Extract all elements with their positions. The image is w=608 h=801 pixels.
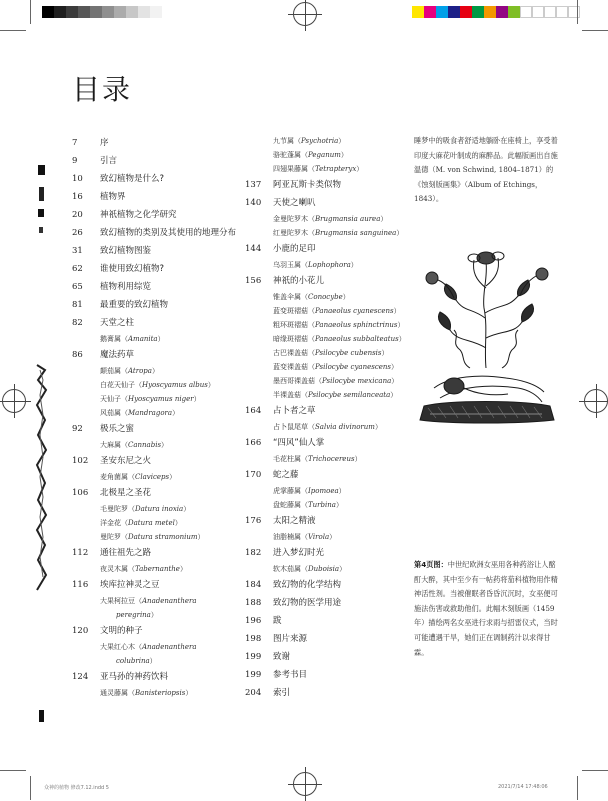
subentry-chinese-name: 锥盖伞属	[273, 293, 301, 301]
color-calibration-bar	[412, 6, 580, 18]
registration-mark-bottom	[293, 772, 317, 796]
trim-mark	[30, 0, 31, 24]
toc-entry	[72, 188, 257, 206]
subentry-chinese-name: 暗缘斑褶菇	[273, 335, 308, 343]
toc-entry	[245, 466, 405, 512]
subentry-chinese-name: 软木茄属	[273, 565, 301, 573]
toc-heading: 索引	[273, 688, 291, 698]
toc-page-number: 120	[72, 626, 89, 636]
toc-subentry-continued: peregrina）	[116, 611, 158, 619]
subentry-chinese-name: 金曼陀罗木	[273, 215, 308, 223]
toc-heading: 植物界	[100, 192, 126, 202]
toc-page-number: 102	[72, 456, 89, 466]
toc-heading: 图片来源	[273, 634, 308, 644]
toc-entry	[72, 452, 257, 484]
toc-heading: 天堂之柱	[100, 318, 135, 328]
caption-top: 睡梦中的吸食者舒适地躺卧在座椅上，享受着印度大麻花叶制成的麻醉品。此幅版画出自施温德（M. von Schwind, 1804–1871）的《蚀刻版画集》（Album of Etchings，1843）。	[414, 136, 558, 204]
subentry-latin-name: Tetrapteryx	[315, 165, 357, 173]
toc-entry	[72, 668, 257, 700]
subentry-chinese-name: 骆驼蓬属	[273, 151, 301, 159]
toc-entry	[245, 272, 405, 402]
subentry-latin-name: Psilocybe cubensis	[315, 349, 382, 357]
subentry-chinese-name: 乌羽玉属	[273, 261, 301, 269]
toc-entry	[72, 314, 257, 346]
toc-page-number: 106	[72, 488, 89, 498]
toc-subentry: 毛曼陀罗（Datura inoxia）	[100, 505, 191, 513]
subentry-chinese-name: 古巴裸盖菇	[273, 349, 308, 357]
toc-page-number: 16	[72, 192, 83, 202]
toc-entry	[245, 240, 405, 272]
toc-entry	[72, 134, 257, 152]
toc-heading: 阿亚瓦斯卡类似物	[273, 180, 342, 190]
toc-page-number: 20	[72, 210, 83, 220]
subentry-latin-name: Trichocereus	[308, 455, 355, 463]
toc-heading: 进入梦幻时光	[273, 548, 325, 558]
toc-page-number: 164	[245, 406, 262, 416]
toc-subentry: 油脂楠属（Virola）	[273, 533, 337, 541]
toc-heading: 北极星之圣花	[100, 488, 152, 498]
toc-entry	[72, 544, 257, 576]
grayscale-calibration-bar	[42, 6, 162, 18]
toc-subentry: 颠茄属（Atropa）	[100, 367, 159, 375]
page-title: 目录	[72, 73, 133, 106]
toc-entry	[245, 648, 405, 666]
toc-entry	[245, 176, 405, 194]
toc-entry	[245, 630, 405, 648]
toc-heading: 致幻植物是什么?	[100, 174, 165, 184]
subentry-chinese-name: 占卜鼠尾草	[273, 423, 308, 431]
toc-subentry: 大麻属（Cannabis）	[100, 441, 169, 449]
subentry-chinese-name: 通灵藤属	[100, 689, 128, 697]
toc-entry	[72, 170, 257, 188]
toc-heading: 天使之喇叭	[273, 198, 316, 208]
trim-mark	[582, 30, 608, 31]
toc-heading: “四风”仙人掌	[273, 438, 325, 448]
caption-bottom-label: 第4页图：	[414, 560, 448, 569]
toc-page-number: 86	[72, 350, 83, 360]
toc-subentry: 风茄属（Mandragora）	[100, 409, 180, 417]
toc-heading: 亚马孙的神药饮料	[100, 672, 169, 682]
subentry-latin-name: Anadenanthera	[142, 643, 197, 651]
subentry-chinese-name: 虎掌藤属	[273, 487, 301, 495]
subentry-latin-name: Datura inoxia	[135, 505, 184, 513]
toc-page-number: 199	[245, 652, 262, 662]
toc-subentry: 占卜鼠尾草（Salvia divinorum）	[273, 423, 382, 431]
subentry-latin-name: Datura stramonium	[128, 533, 198, 541]
subentry-latin-name: Ipomoea	[308, 487, 339, 495]
toc-page-number: 92	[72, 424, 83, 434]
subentry-latin-name: Cannabis	[128, 441, 162, 449]
toc-entry	[72, 346, 257, 420]
toc-subentry: 蓝变裸盖菇（Psilocybe cyanescens）	[273, 363, 398, 371]
toc-page-number: 170	[245, 470, 262, 480]
toc-page-number: 112	[72, 548, 89, 558]
subentry-latin-name: Amanita	[128, 335, 158, 343]
toc-page-number: 82	[72, 318, 83, 328]
trim-mark	[577, 776, 578, 800]
subentry-latin-name: Hyoscyamus albus	[142, 381, 208, 389]
subentry-latin-name: Psilocybe semilanceata	[308, 391, 391, 399]
subentry-chinese-name: 白花天仙子	[100, 381, 135, 389]
trim-mark	[582, 770, 608, 771]
trim-mark	[30, 776, 31, 800]
subentry-latin-name: Turbina	[308, 501, 336, 509]
toc-page-number: 188	[245, 598, 262, 608]
toc-heading: 神祇植物之化学研究	[100, 210, 177, 220]
toc-page-number: 31	[72, 246, 83, 256]
subentry-chinese-name: 颠茄属	[100, 367, 121, 375]
subentry-latin-name: Psilocybe cyanescens	[315, 363, 391, 371]
toc-page-number: 7	[72, 138, 78, 148]
toc-column-1	[72, 134, 257, 700]
toc-subentry: 虎掌藤属（Ipomoea）	[273, 487, 346, 495]
toc-entry	[72, 296, 257, 314]
toc-page-number: 196	[245, 616, 262, 626]
registration-mark-right	[584, 389, 608, 413]
toc-entry	[245, 194, 405, 240]
subentry-chinese-name: 四翅果藤属	[273, 165, 308, 173]
subentry-chinese-name: 夜灵木属	[100, 565, 128, 573]
toc-subentry-continued: colubrina）	[116, 657, 157, 665]
toc-subentry: 锥盖伞属（Conocybe）	[273, 293, 350, 301]
subentry-latin-name: Salvia divinorum	[315, 423, 375, 431]
toc-heading: 占卜者之草	[273, 406, 316, 416]
toc-heading: 谁使用致幻植物?	[100, 264, 165, 274]
toc-entry	[72, 278, 257, 296]
subentry-chinese-name: 毛曼陀罗	[100, 505, 128, 513]
toc-subentry: 夜灵木属（Tabernanthe）	[100, 565, 187, 573]
toc-subentry: 暗缘斑褶菇（Panaeolus subbalteatus）	[273, 335, 406, 343]
toc-subentry: 乌羽玉属（Lophophora）	[273, 261, 358, 269]
toc-entry	[72, 152, 257, 170]
toc-heading: 文明的种子	[100, 626, 143, 636]
toc-page-number: 184	[245, 580, 262, 590]
toc-subentry: 墨西哥裸盖菇（Psilocybe mexicana）	[273, 377, 399, 385]
toc-entry	[72, 420, 257, 452]
toc-heading: 极乐之蜜	[100, 424, 135, 434]
subentry-chinese-name: 墨西哥裸盖菇	[273, 377, 315, 385]
toc-page-number: 144	[245, 244, 262, 254]
subentry-chinese-name: 大果红心木	[100, 643, 135, 651]
toc-entry	[72, 224, 257, 242]
toc-entry	[245, 594, 405, 612]
toc-subentry: 麦角菌属（Claviceps）	[100, 473, 177, 481]
subentry-chinese-name: 粗环斑褶菇	[273, 321, 308, 329]
toc-subentry: 白花天仙子（Hyoscyamus albus）	[100, 381, 215, 389]
toc-page-number: 26	[72, 228, 83, 238]
subentry-latin-name: Duboisia	[308, 565, 340, 573]
toc-page-number: 10	[72, 174, 83, 184]
toc-continuation	[245, 134, 405, 176]
subentry-chinese-name: 九节属	[273, 137, 294, 145]
toc-heading: 序	[100, 138, 109, 148]
registration-mark-top	[293, 2, 317, 26]
subentry-latin-name: Brugmansia aurea	[315, 215, 381, 223]
subentry-chinese-name: 毛花柱属	[273, 455, 301, 463]
toc-subentry: 大果红心木（Anadenanthera	[100, 643, 197, 651]
subentry-latin-name: Hyoscyamus niger	[128, 395, 194, 403]
caption-bottom-text: 中世纪欧洲女巫用各种药浴让人酩酊大醉，其中至少有一帖药将茄科植物用作精神活性剂。当被催眠者昏昏沉沉时，女巫便可施法伤害或救助他们。此幅木刻版画（1459年）描绘两名女巫进行求雨与招雷仪式，当时可能遭遇干旱，她们正在调制药汁以求得甘霖。	[414, 560, 558, 657]
toc-entry	[245, 434, 405, 466]
toc-heading: 神祇的小花儿	[273, 276, 325, 286]
toc-entry	[72, 260, 257, 278]
registration-mark-left	[2, 389, 26, 413]
subentry-chinese-name: 红曼陀罗木	[273, 229, 308, 237]
toc-subentry: 通灵藤属（Banisteriopsis）	[100, 689, 193, 697]
toc-heading: 魔法药草	[100, 350, 135, 360]
toc-subentry: 洋金花（Datura metel）	[100, 519, 182, 527]
toc-page-number: 62	[72, 264, 83, 274]
subentry-chinese-name: 鹅膏属	[100, 335, 121, 343]
toc-page-number: 176	[245, 516, 262, 526]
toc-subentry: 九节属（Psychotria）	[273, 137, 346, 145]
trim-mark	[577, 0, 578, 24]
toc-subentry: 大果柯拉豆（Anadenanthera	[100, 597, 197, 605]
toc-entry	[72, 576, 257, 622]
toc-entry	[245, 666, 405, 684]
subentry-latin-name: Atropa	[128, 367, 152, 375]
toc-page-number: 198	[245, 634, 262, 644]
toc-heading: 引言	[100, 156, 118, 166]
subentry-chinese-name: 麦角菌属	[100, 473, 128, 481]
subentry-chinese-name: 洋金花	[100, 519, 121, 527]
toc-entry	[72, 206, 257, 224]
subentry-latin-name: Claviceps	[135, 473, 170, 481]
toc-entry	[72, 484, 257, 544]
toc-subentry: 骆驼蓬属（Peganum）	[273, 151, 348, 159]
toc-page-number: 65	[72, 282, 83, 292]
subentry-latin-name: Conocybe	[308, 293, 343, 301]
toc-subentry: 天仙子（Hyoscyamus niger）	[100, 395, 201, 403]
subentry-latin-name: Lophophora	[308, 261, 351, 269]
toc-page-number: 182	[245, 548, 262, 558]
toc-subentry: 曼陀罗（Datura stramonium）	[100, 533, 205, 541]
subentry-latin-name: Peganum	[308, 151, 341, 159]
toc-heading: 致幻物的医学用途	[273, 598, 342, 608]
subentry-latin-name: Virola	[308, 533, 330, 541]
toc-entry	[72, 622, 257, 668]
toc-heading: 植物利用综览	[100, 282, 152, 292]
toc-heading: 致幻植物的类别及其使用的地理分布	[100, 228, 237, 238]
toc-entry	[245, 684, 405, 702]
toc-page-number: 140	[245, 198, 262, 208]
subentry-chinese-name: 天仙子	[100, 395, 121, 403]
toc-heading: 圣安东尼之火	[100, 456, 152, 466]
toc-heading: 致幻物的化学结构	[273, 580, 342, 590]
toc-page-number: 137	[245, 180, 262, 190]
toc-entry	[245, 512, 405, 544]
trim-mark	[0, 770, 26, 771]
caption-bottom	[414, 558, 562, 660]
toc-heading: 埃库拉神灵之豆	[100, 580, 160, 590]
subentry-latin-name: Datura metel	[128, 519, 175, 527]
toc-heading: 参考书目	[273, 670, 308, 680]
toc-heading: 致谢	[273, 652, 291, 662]
toc-page-number: 81	[72, 300, 83, 310]
toc-subentry: 半裸盖菇（Psilocybe semilanceata）	[273, 391, 398, 399]
subentry-chinese-name: 曼陀罗	[100, 533, 121, 541]
subentry-chinese-name: 风茄属	[100, 409, 121, 417]
subentry-chinese-name: 大麻属	[100, 441, 121, 449]
toc-heading: 最重要的致幻植物	[100, 300, 169, 310]
toc-entry	[245, 576, 405, 594]
toc-page-number: 9	[72, 156, 78, 166]
subentry-latin-name: Anadenanthera	[142, 597, 197, 605]
toc-entry	[245, 402, 405, 434]
toc-heading: 通往祖先之路	[100, 548, 152, 558]
toc-subentry: 鹅膏属（Amanita）	[100, 335, 165, 343]
subentry-latin-name: Psychotria	[301, 137, 339, 145]
subentry-chinese-name: 大果柯拉豆	[100, 597, 135, 605]
subentry-latin-name: Psilocybe mexicana	[322, 377, 392, 385]
toc-subentry: 四翅果藤属（Tetrapteryx）	[273, 165, 364, 173]
footer-timestamp: 2021/7/14 17:48:06	[498, 784, 548, 790]
subentry-latin-name: Panaeolus cyanescens	[315, 307, 394, 315]
toc-page-number: 156	[245, 276, 262, 286]
toc-entry	[245, 544, 405, 576]
toc-subentry: 蓝变斑褶菇（Panaeolus cyanescens）	[273, 307, 401, 315]
trim-mark	[0, 30, 26, 31]
subentry-latin-name: Panaeolus subbalteatus	[315, 335, 399, 343]
toc-heading: 跋	[273, 616, 282, 626]
toc-subentry: 盘蛇藤属（Turbina）	[273, 501, 343, 509]
toc-subentry: 金曼陀罗木（Brugmansia aurea）	[273, 215, 388, 223]
toc-heading: 小鹿的足印	[273, 244, 316, 254]
toc-subentry: 粗环斑褶菇（Panaeolus sphinctrinus）	[273, 321, 405, 329]
toc-heading: 太阳之精液	[273, 516, 316, 526]
subentry-latin-name: Banisteriopsis	[135, 689, 186, 697]
subentry-latin-name: Brugmansia sanguinea	[315, 229, 397, 237]
toc-page-number: 166	[245, 438, 262, 448]
engraving-illustration	[410, 238, 562, 428]
toc-entry	[72, 242, 257, 260]
toc-page-number: 199	[245, 670, 262, 680]
subentry-chinese-name: 半裸盖菇	[273, 391, 301, 399]
toc-column-2	[245, 134, 405, 702]
toc-subentry: 软木茄属（Duboisia）	[273, 565, 347, 573]
toc-entry	[245, 612, 405, 630]
subentry-latin-name: Mandragora	[128, 409, 173, 417]
subentry-chinese-name: 蓝变裸盖菇	[273, 363, 308, 371]
subentry-chinese-name: 油脂楠属	[273, 533, 301, 541]
subentry-latin-name-continued: colubrina	[116, 657, 150, 665]
toc-page-number: 204	[245, 688, 262, 698]
subentry-latin-name: Panaeolus sphinctrinus	[315, 321, 398, 329]
toc-subentry: 红曼陀罗木（Brugmansia sanguinea）	[273, 229, 404, 237]
toc-heading: 蛇之藤	[273, 470, 299, 480]
subentry-latin-name-continued: peregrina	[116, 611, 151, 619]
subentry-chinese-name: 蓝变斑褶菇	[273, 307, 308, 315]
subentry-latin-name: Tabernanthe	[135, 565, 180, 573]
footer-file-info: 众神的植物 修改7.12.indd 5	[44, 785, 109, 791]
toc-heading: 致幻植物图鉴	[100, 246, 152, 256]
decorative-edge-strip	[34, 165, 48, 725]
toc-subentry: 毛花柱属（Trichocereus）	[273, 455, 362, 463]
toc-page-number: 116	[72, 580, 89, 590]
subentry-chinese-name: 盘蛇藤属	[273, 501, 301, 509]
toc-page-number: 124	[72, 672, 89, 682]
toc-subentry: 古巴裸盖菇（Psilocybe cubensis）	[273, 349, 389, 357]
